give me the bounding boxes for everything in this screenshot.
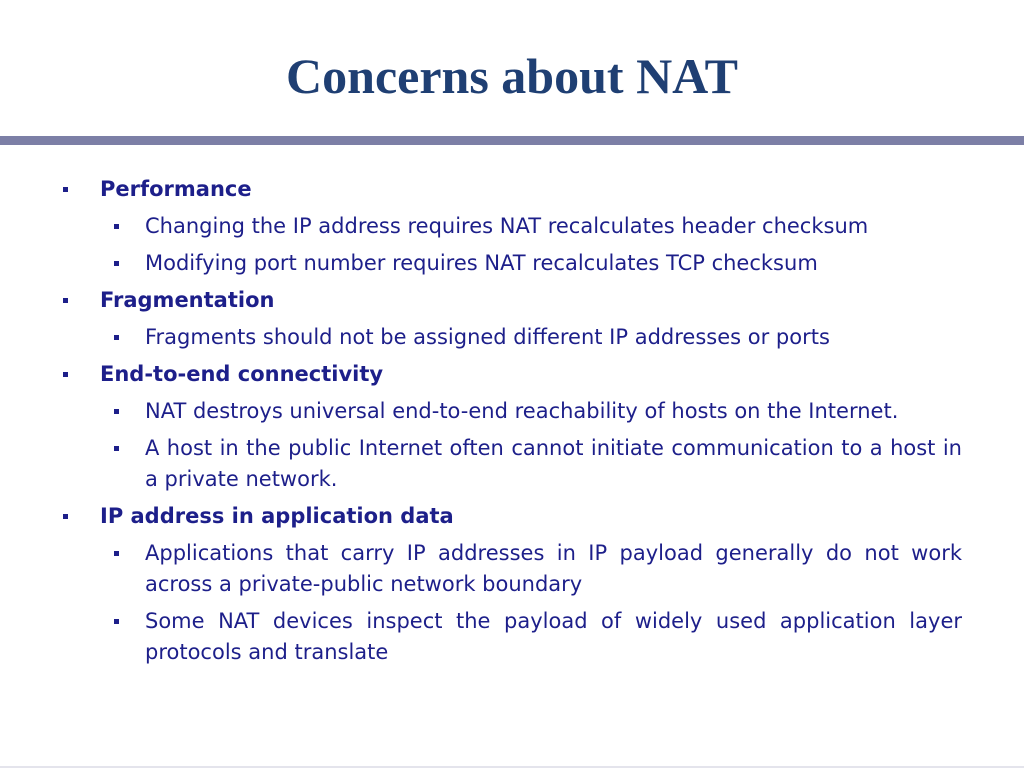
sub-bullet-text: Changing the IP address requires NAT recalculates header checksum — [145, 214, 869, 238]
sub-bullet-item — [0, 433, 962, 495]
section-heading-fragmentation — [0, 285, 962, 316]
square-bullet-icon — [114, 619, 119, 624]
section-heading-text: IP address in application data — [100, 504, 454, 528]
sub-bullet-item — [0, 248, 962, 279]
section-heading-performance — [0, 174, 962, 205]
square-bullet-icon — [63, 372, 68, 377]
square-bullet-icon — [114, 261, 119, 266]
sub-bullet-item — [0, 322, 962, 353]
sub-bullet-item — [0, 606, 962, 668]
square-bullet-icon — [63, 514, 68, 519]
section-heading-text: Fragmentation — [100, 288, 275, 312]
square-bullet-icon — [114, 409, 119, 414]
sub-bullet-text: Applications that carry IP addresses in IP payload generally do not work across a private-public network boundary — [145, 541, 962, 596]
slide-title: Concerns about NAT — [286, 48, 738, 104]
sub-bullet-text: A host in the public Internet often cannot initiate communication to a host in a private network. — [145, 436, 962, 491]
bullet-list — [0, 174, 1024, 674]
section-heading-end-to-end-connectivity — [0, 359, 962, 390]
square-bullet-icon — [114, 446, 119, 451]
square-bullet-icon — [114, 224, 119, 229]
sub-bullet-text: Fragments should not be assigned different IP addresses or ports — [145, 325, 830, 349]
sub-bullet-text: NAT destroys universal end-to-end reachability of hosts on the Internet. — [145, 399, 899, 423]
section-heading-text: Performance — [100, 177, 252, 201]
square-bullet-icon — [114, 551, 119, 556]
sub-bullet-item — [0, 538, 962, 600]
sub-bullet-item — [0, 211, 962, 242]
title-divider — [0, 136, 1024, 145]
sub-bullet-text: Modifying port number requires NAT recalculates TCP checksum — [145, 251, 818, 275]
sub-bullet-text: Some NAT devices inspect the payload of widely used application layer protocols and translate — [145, 609, 962, 664]
sub-bullet-item — [0, 396, 962, 427]
section-heading-text: End-to-end connectivity — [100, 362, 384, 386]
square-bullet-icon — [63, 187, 68, 192]
square-bullet-icon — [63, 298, 68, 303]
section-heading-ip-address-in-application-data — [0, 501, 962, 532]
square-bullet-icon — [114, 335, 119, 340]
